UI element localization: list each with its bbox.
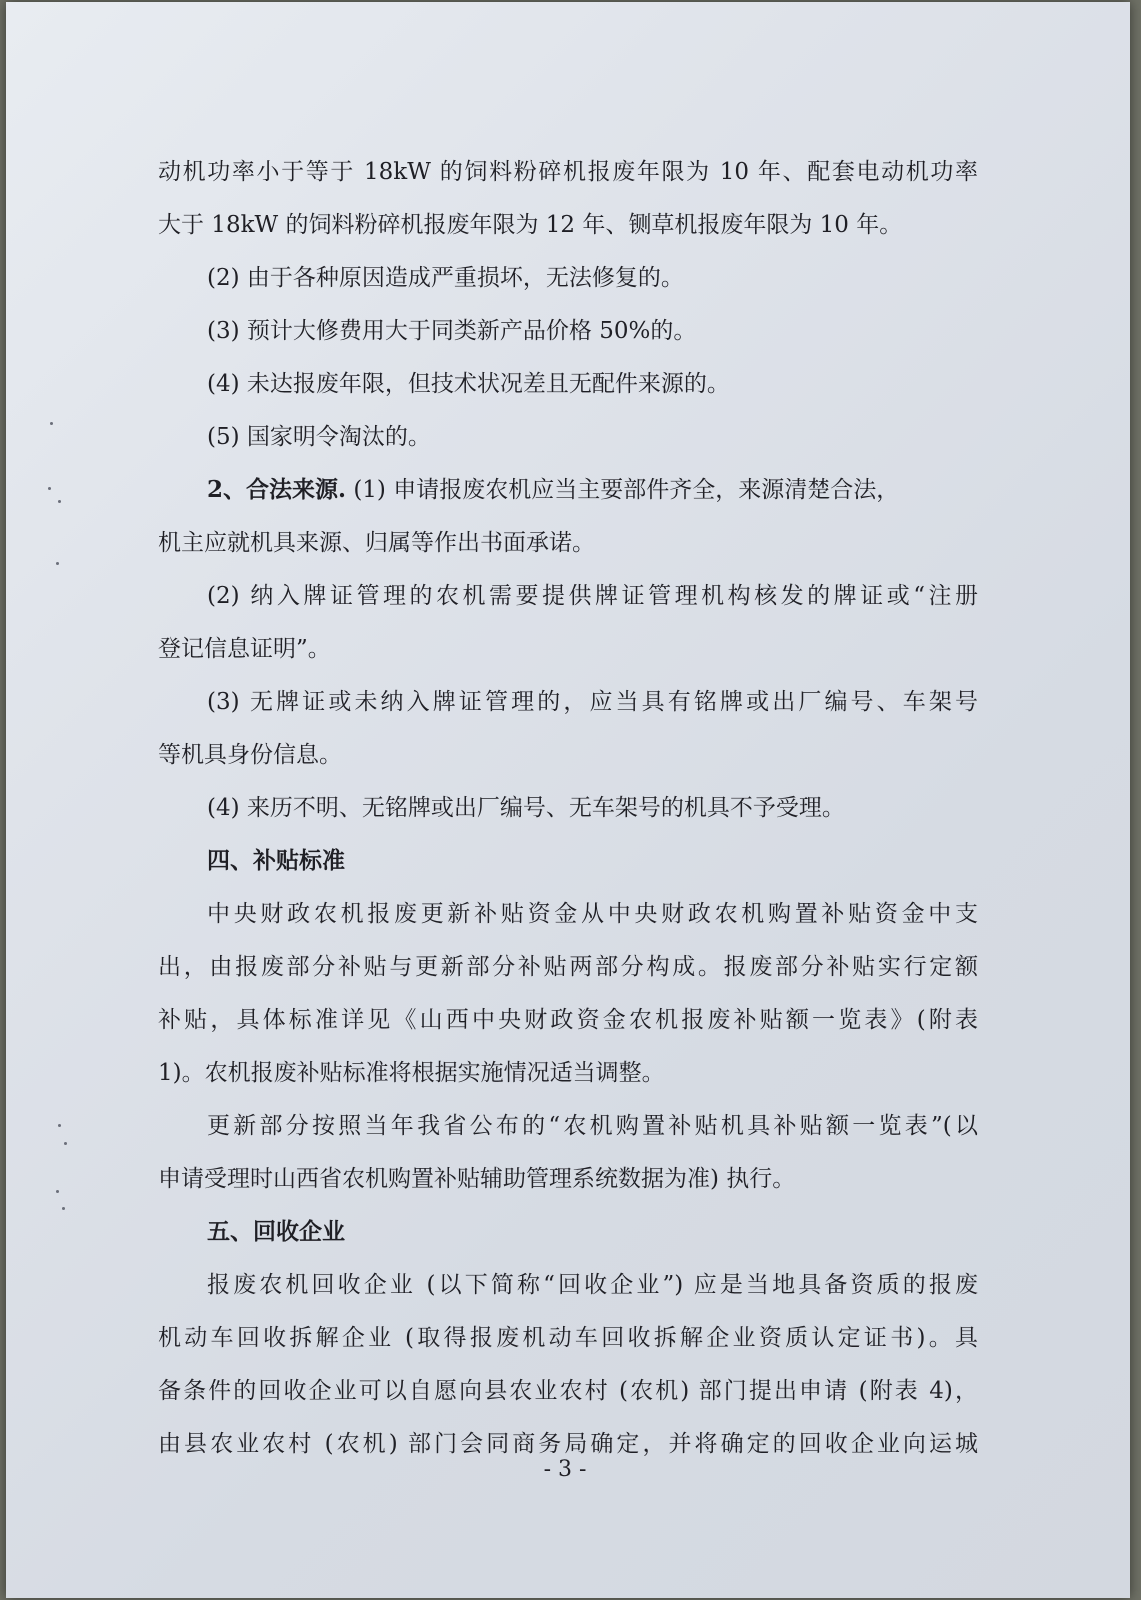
- body-line: 机主应就机具来源、归属等作出书面承诺。: [158, 530, 595, 556]
- punch-hole-mark: [56, 1190, 59, 1193]
- body-line: (3) 预计大修费用大于同类新产品价格 50%的。: [207, 318, 697, 344]
- body-line: 1)。农机报废补贴标准将根据实施情况适当调整。: [158, 1060, 665, 1086]
- body-line: (2) 由于各种原因造成严重损坏，无法修复的。: [207, 265, 684, 291]
- section-label: 2、合法来源.: [207, 476, 347, 503]
- body-line: 动机功率小于等于 18kW 的饲料粉碎机报废年限为 10 年、配套电动机功率: [158, 159, 978, 185]
- punch-hole-mark: [50, 422, 53, 425]
- body-line: (2) 纳入牌证管理的农机需要提供牌证管理机构核发的牌证或“注册: [207, 583, 978, 609]
- body-line: 2、合法来源. (1) 申请报废农机应当主要部件齐全，来源清楚合法，: [207, 470, 978, 510]
- section-heading: 五、回收企业: [207, 1218, 345, 1245]
- body-line: 机动车回收拆解企业 (取得报废机动车回收拆解企业资质认定证书)。具: [158, 1325, 978, 1351]
- body-line: 更新部分按照当年我省公布的“农机购置补贴机具补贴额一览表”(以: [207, 1113, 978, 1139]
- punch-hole-mark: [58, 1124, 61, 1127]
- body-line: (5) 国家明令淘汰的。: [207, 424, 431, 450]
- body-line: (3) 无牌证或未纳入牌证管理的，应当具有铭牌或出厂编号、车架号: [207, 689, 978, 715]
- punch-hole-mark: [64, 1142, 67, 1145]
- section-heading: 四、补贴标准: [207, 847, 345, 874]
- body-line: (4) 未达报废年限，但技术状况差且无配件来源的。: [207, 371, 730, 397]
- body-line: 中央财政农机报废更新补贴资金从中央财政农机购置补贴资金中支: [207, 901, 978, 927]
- body-line: 等机具身份信息。: [158, 742, 342, 768]
- punch-hole-mark: [48, 487, 51, 490]
- body-line: 出，由报废部分补贴与更新部分补贴两部分构成。报废部分补贴实行定额: [158, 954, 978, 980]
- body-line: (4) 来历不明、无铭牌或出厂编号、无车架号的机具不予受理。: [207, 795, 845, 821]
- page-number: - 3 -: [543, 1457, 587, 1482]
- body-line: 申请受理时山西省农机购置补贴辅助管理系统数据为准) 执行。: [158, 1166, 796, 1192]
- body-line: 补贴，具体标准详见《山西中央财政资金农机报废补贴额一览表》(附表: [158, 1007, 978, 1033]
- punch-hole-mark: [56, 562, 59, 565]
- punch-hole-mark: [58, 500, 61, 503]
- body-line: 备条件的回收企业可以自愿向县农业农村 (农机) 部门提出申请 (附表 4)，: [158, 1378, 978, 1404]
- punch-hole-mark: [62, 1207, 65, 1210]
- body-line: 大于 18kW 的饲料粉碎机报废年限为 12 年、铡草机报废年限为 10 年。: [158, 212, 903, 238]
- body-line: 报废农机回收企业 (以下简称“回收企业”) 应是当地具备资质的报废: [207, 1272, 978, 1298]
- body-line: 由县农业农村 (农机) 部门会同商务局确定，并将确定的回收企业向运城: [158, 1431, 978, 1457]
- body-line: 登记信息证明”。: [158, 636, 331, 662]
